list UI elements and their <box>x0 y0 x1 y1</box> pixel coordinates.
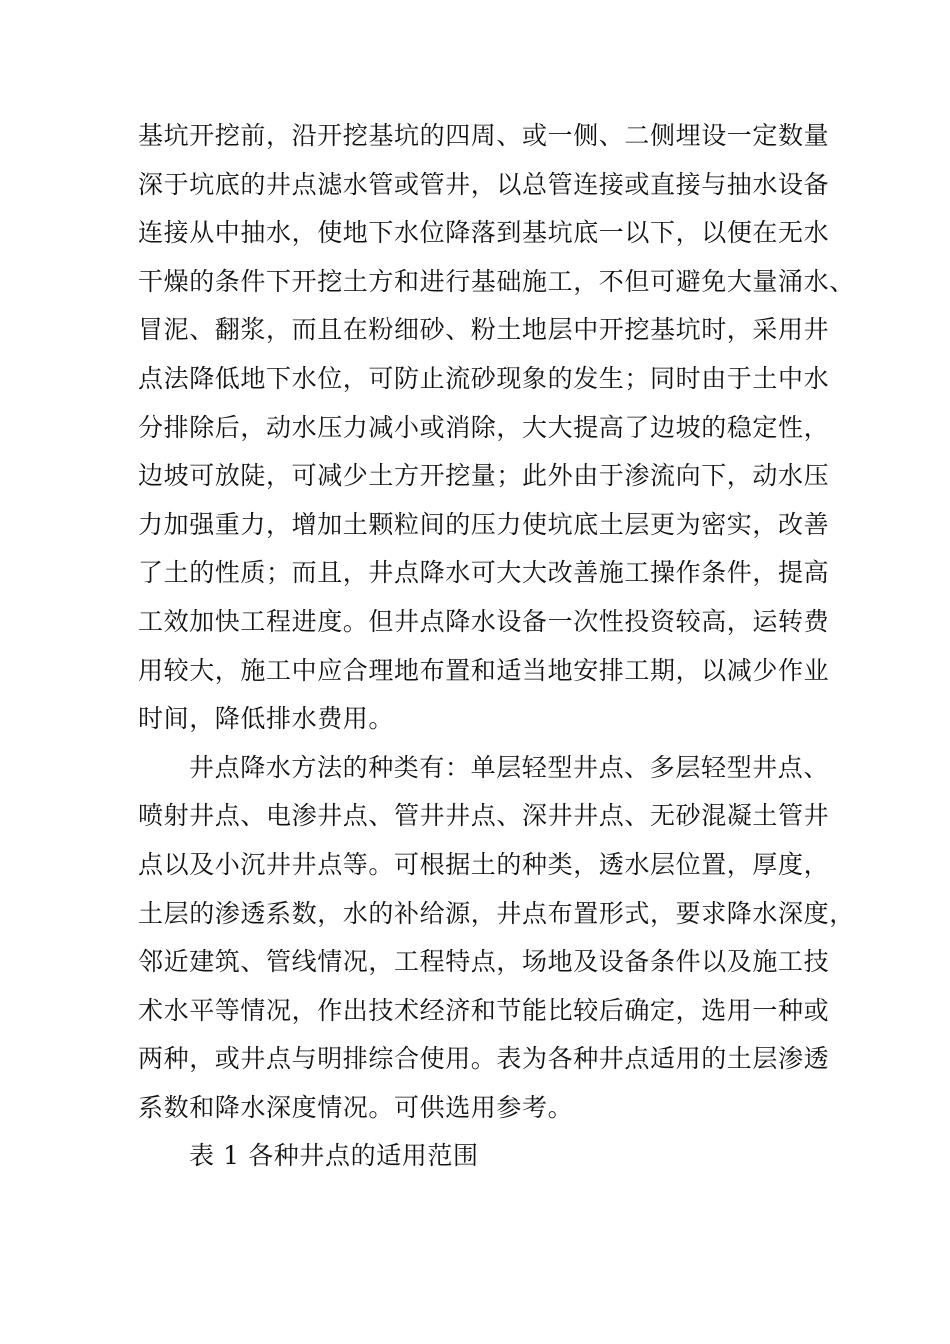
paragraph-line: 边坡可放陡，可减少土方开挖量；此外由于渗流向下，动水压 <box>138 461 830 491</box>
paragraph-line: 力加强重力，增加土颗粒间的压力使坑底土层更为密实，改善 <box>138 509 830 539</box>
paragraph-line: 用较大，施工中应合理地布置和适当地安排工期，以减少作业 <box>138 655 830 685</box>
paragraph-line: 邻近建筑、管线情况，工程特点，场地及设备条件以及施工技 <box>138 947 830 977</box>
paragraph-line: 点法降低地下水位，可防止流砂现象的发生；同时由于土中水 <box>138 363 830 393</box>
paragraph-line: 两种，或井点与明排综合使用。表为各种井点适用的土层渗透 <box>138 1044 830 1074</box>
document-body <box>138 112 858 1181</box>
paragraph-line: 干燥的条件下开挖土方和进行基础施工，不但可避免大量涌水、 <box>138 266 855 296</box>
table-caption-text: 表 1 各种井点的适用范围 <box>189 1141 479 1171</box>
paragraph-line: 术水平等情况，作出技术经济和节能比较后确定，选用一种或 <box>138 995 830 1025</box>
paragraph-dewatering-methods <box>138 744 858 1133</box>
paragraph-line: 了土的性质；而且，井点降水可大大改善施工操作条件，提高 <box>138 558 830 588</box>
paragraph-line: 分排除后，动水压力减小或消除，大大提高了边坡的稳定性， <box>138 412 830 442</box>
paragraph-line: 冒泥、翻浆，而且在粉细砂、粉土地层中开挖基坑时，采用井 <box>138 315 830 345</box>
paragraph-line: 基坑开挖前，沿开挖基坑的四周、或一侧、二侧埋设一定数量 <box>138 121 830 150</box>
paragraph-dewatering-benefits <box>138 112 858 744</box>
paragraph-line: 喷射井点、电渗井点、管井井点、深井井点、无砂混凝土管井 <box>138 801 830 831</box>
paragraph-line: 工效加快工程进度。但井点降水设备一次性投资较高，运转费 <box>138 606 830 636</box>
paragraph-line: 井点降水方法的种类有：单层轻型井点、多层轻型井点、 <box>189 752 830 782</box>
paragraph-line: 连接从中抽水，使地下水位降落到基坑底一以下，以便在无水 <box>138 218 830 248</box>
paragraph-line: 点以及小沉井井点等。可根据土的种类，透水层位置，厚度， <box>138 849 830 879</box>
paragraph-line: 时间，降低排水费用。 <box>138 704 395 734</box>
paragraph-line: 深于坑底的井点滤水管或管井，以总管连接或直接与抽水设备 <box>138 169 830 199</box>
paragraph-line: 土层的渗透系数，水的补给源，井点布置形式，要求降水深度， <box>138 898 855 928</box>
paragraph-line: 系数和降水深度情况。可供选用参考。 <box>138 1092 574 1122</box>
table-caption <box>138 1132 858 1181</box>
